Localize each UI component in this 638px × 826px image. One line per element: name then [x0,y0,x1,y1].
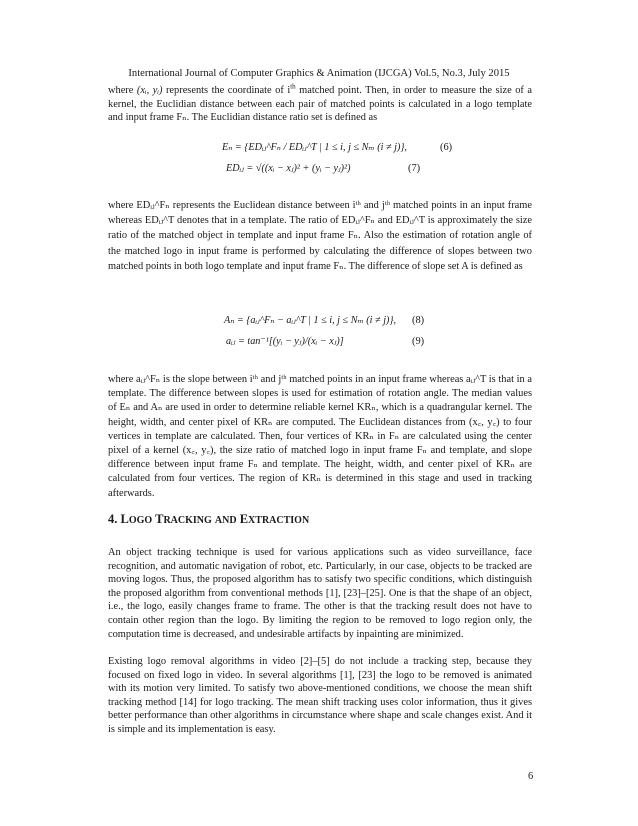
equation-8-number: (8) [412,315,425,326]
equation-6: Eₙ = {EDᵢⱼ^Fₙ / EDᵢⱼ^T | 1 ≤ i, j ≤ Nₘ (i ≠ j)}, [222,142,407,153]
journal-header: International Journal of Computer Graphics & Animation (IJCGA) Vol.5, No.3, July 2015 [128,68,510,79]
equation-7-number: (7) [408,163,421,174]
section-number: 4. [108,512,118,526]
heading-word-tracking-initial: T [155,512,164,526]
equation-7: EDᵢⱼ = √((xᵢ − xⱼ)² + (yᵢ − yⱼ)²) [226,163,351,174]
equation-6-number: (6) [440,142,453,153]
paragraph-slope-difference: where aᵢⱼ^Fₙ is the slope between iᵗʰ and jᵗʰ matched points in an input frame whereas aᵢⱼ^T is that in a template. The difference between slopes is used for estimation of rotation angle. The median values of Eₙ and Aₙ are used in order to determine reliable kernel KRₙ, which is a quadrangular kernel. The height, width, and center pixel of KRₙ are computed. The Euclidean distances from (x꜀, y꜀) to four vertices in template are calculated. Then, four vertices of KRₙ in Fₙ are calculated using the center pixel of a kernel (x꜀, y꜀), the size ratio of matched logo in input frame Fₙ and template, and slope difference between input frame Fₙ and template. The height, width, and center pixel of KRₙ are calculated from four vertices. The region of KRₙ is determined in this stage and used in tracking afterwards. [108,374,532,499]
para1-post: matched point. Then, in order to measure the size of a kernel, the Euclidian distance between each pair of matched points is calculated in a logo template and input frame Fₙ. The Euclidian distance ratio set is defined as [108,85,532,124]
paragraph-coordinate-definition [108,84,532,125]
heading-word-extraction-initial: E [239,512,249,526]
para1-mid: represents the coordinate of i [165,85,291,96]
heading-word-and: AND [214,515,237,526]
paragraph-existing-algorithms: Existing logo removal algorithms in video [2]–[5] do not include a tracking step, because they focused on fixed logo in video. In several algorithms [1], [23] the logo to be removed is animated with its motion very limited. To satisfy two above-mentioned conditions, we choose the mean shift tracking method [14] for logo tracking. The mean shift tracking uses color information, thus it gives better performance than other algorithms in circumstance where shape and scale changes exist. And it is simple and its implementation is easy. [108,656,532,735]
heading-word-tracking-rest: RACKING [163,515,212,526]
paragraph-object-tracking: An object tracking technique is used for various applications such as video surveillance, face recognition, and automatic navigation of robot, etc. Particularly, in our case, objects to be tracked are moving logos. Thus, the proposed algorithm has to satisfy two specific conditions, which distinguish the proposed algorithm from conventional methods [1], [23]–[25]. One is that the shape of an object, i.e., the logo, easily changes frame to frame. The other is that the tracking result does not have to contain other region than the logo. By limiting the region to be removed to logo region only, the computation time is decreased, and undesirable artifacts by inpainting are minimized. [108,547,532,640]
equation-9: aᵢⱼ = tan⁻¹[(yᵢ − yⱼ)/(xᵢ − xⱼ)] [226,336,344,347]
paragraph-euclidean-distance: where EDᵢⱼ^Fₙ represents the Euclidean distance between iᵗʰ and jᵗʰ matched points in an input frame whereas EDᵢⱼ^T denotes that in a template. The ratio of EDᵢⱼ^Fₙ and EDᵢⱼ^T is approximately the size ratio of the matched object in template and input frame Fₙ. Also the estimation of rotation angle of the matched logo in input frame is performed by calculating the difference of slopes between two matched points in both logo template and input frame Fₙ. The difference of slope set A is defined as [108,200,532,272]
page-number: 6 [528,771,534,782]
heading-word-logo-initial: L [120,512,129,526]
para1-pre: where [108,85,134,96]
section-heading [108,512,309,527]
para1-sup: th [290,82,296,91]
heading-word-logo-rest: OGO [128,515,153,526]
heading-word-extraction-rest: XTRACTION [248,515,310,526]
equation-9-number: (9) [412,336,425,347]
equation-8: Aₙ = {aᵢⱼ^Fₙ − aᵢⱼ^T | 1 ≤ i, j ≤ Nₘ (i ≠ j)}, [224,315,397,326]
para1-math: (xᵢ, yᵢ) [136,85,163,96]
